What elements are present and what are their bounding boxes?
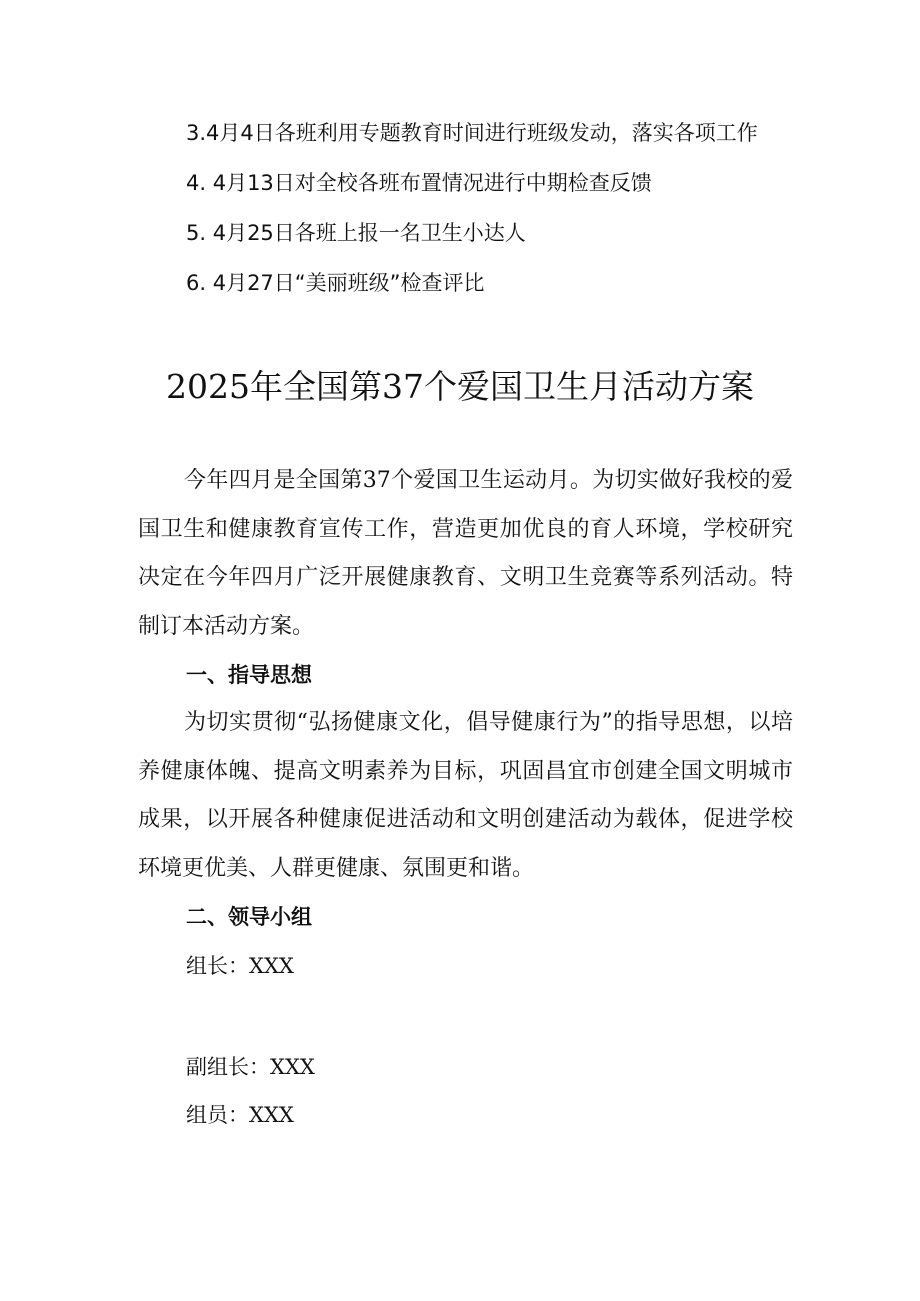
deputy-group-leader: 副组长：XXX bbox=[186, 1055, 315, 1079]
list-item: 5. 4月25日各班上报一名卫生小达人 bbox=[186, 221, 526, 245]
group-leader: 组长：XXX bbox=[186, 954, 294, 978]
section-heading-guiding-ideology: 一、指导思想 bbox=[186, 663, 312, 687]
list-item: 3.4月4日各班利用专题教育时间进行班级发动，落实各项工作 bbox=[186, 121, 758, 145]
list-item: 6. 4月27日“美丽班级”检查评比 bbox=[186, 271, 485, 295]
intro-paragraph: 今年四月是全国第37个爱国卫生运动月。为切实做好我校的爱国卫生和健康教育宣传工作，营造更加优良的育人环境，学校研究决定在今年四月广泛开展健康教育、文明卫生竞赛等系列活动。特制订本活动方案。 bbox=[138, 468, 793, 639]
section-heading-leadership-group: 二、领导小组 bbox=[186, 905, 312, 929]
document-title: 2025年全国第37个爱国卫生月活动方案 bbox=[166, 367, 754, 406]
guiding-ideology-paragraph: 为切实贯彻“弘扬健康文化，倡导健康行为”的指导思想，以培养健康体魄、提高文明素养为目标，巩固昌宜市创建全国文明城市成果，以开展各种健康促进活动和文明创建活动为载体，促进学校环境更优美、人群更健康、氛围更和谐。 bbox=[138, 710, 793, 881]
group-members: 组员：XXX bbox=[186, 1103, 294, 1127]
list-item: 4. 4月13日对全校各班布置情况进行中期检查反馈 bbox=[186, 171, 652, 195]
